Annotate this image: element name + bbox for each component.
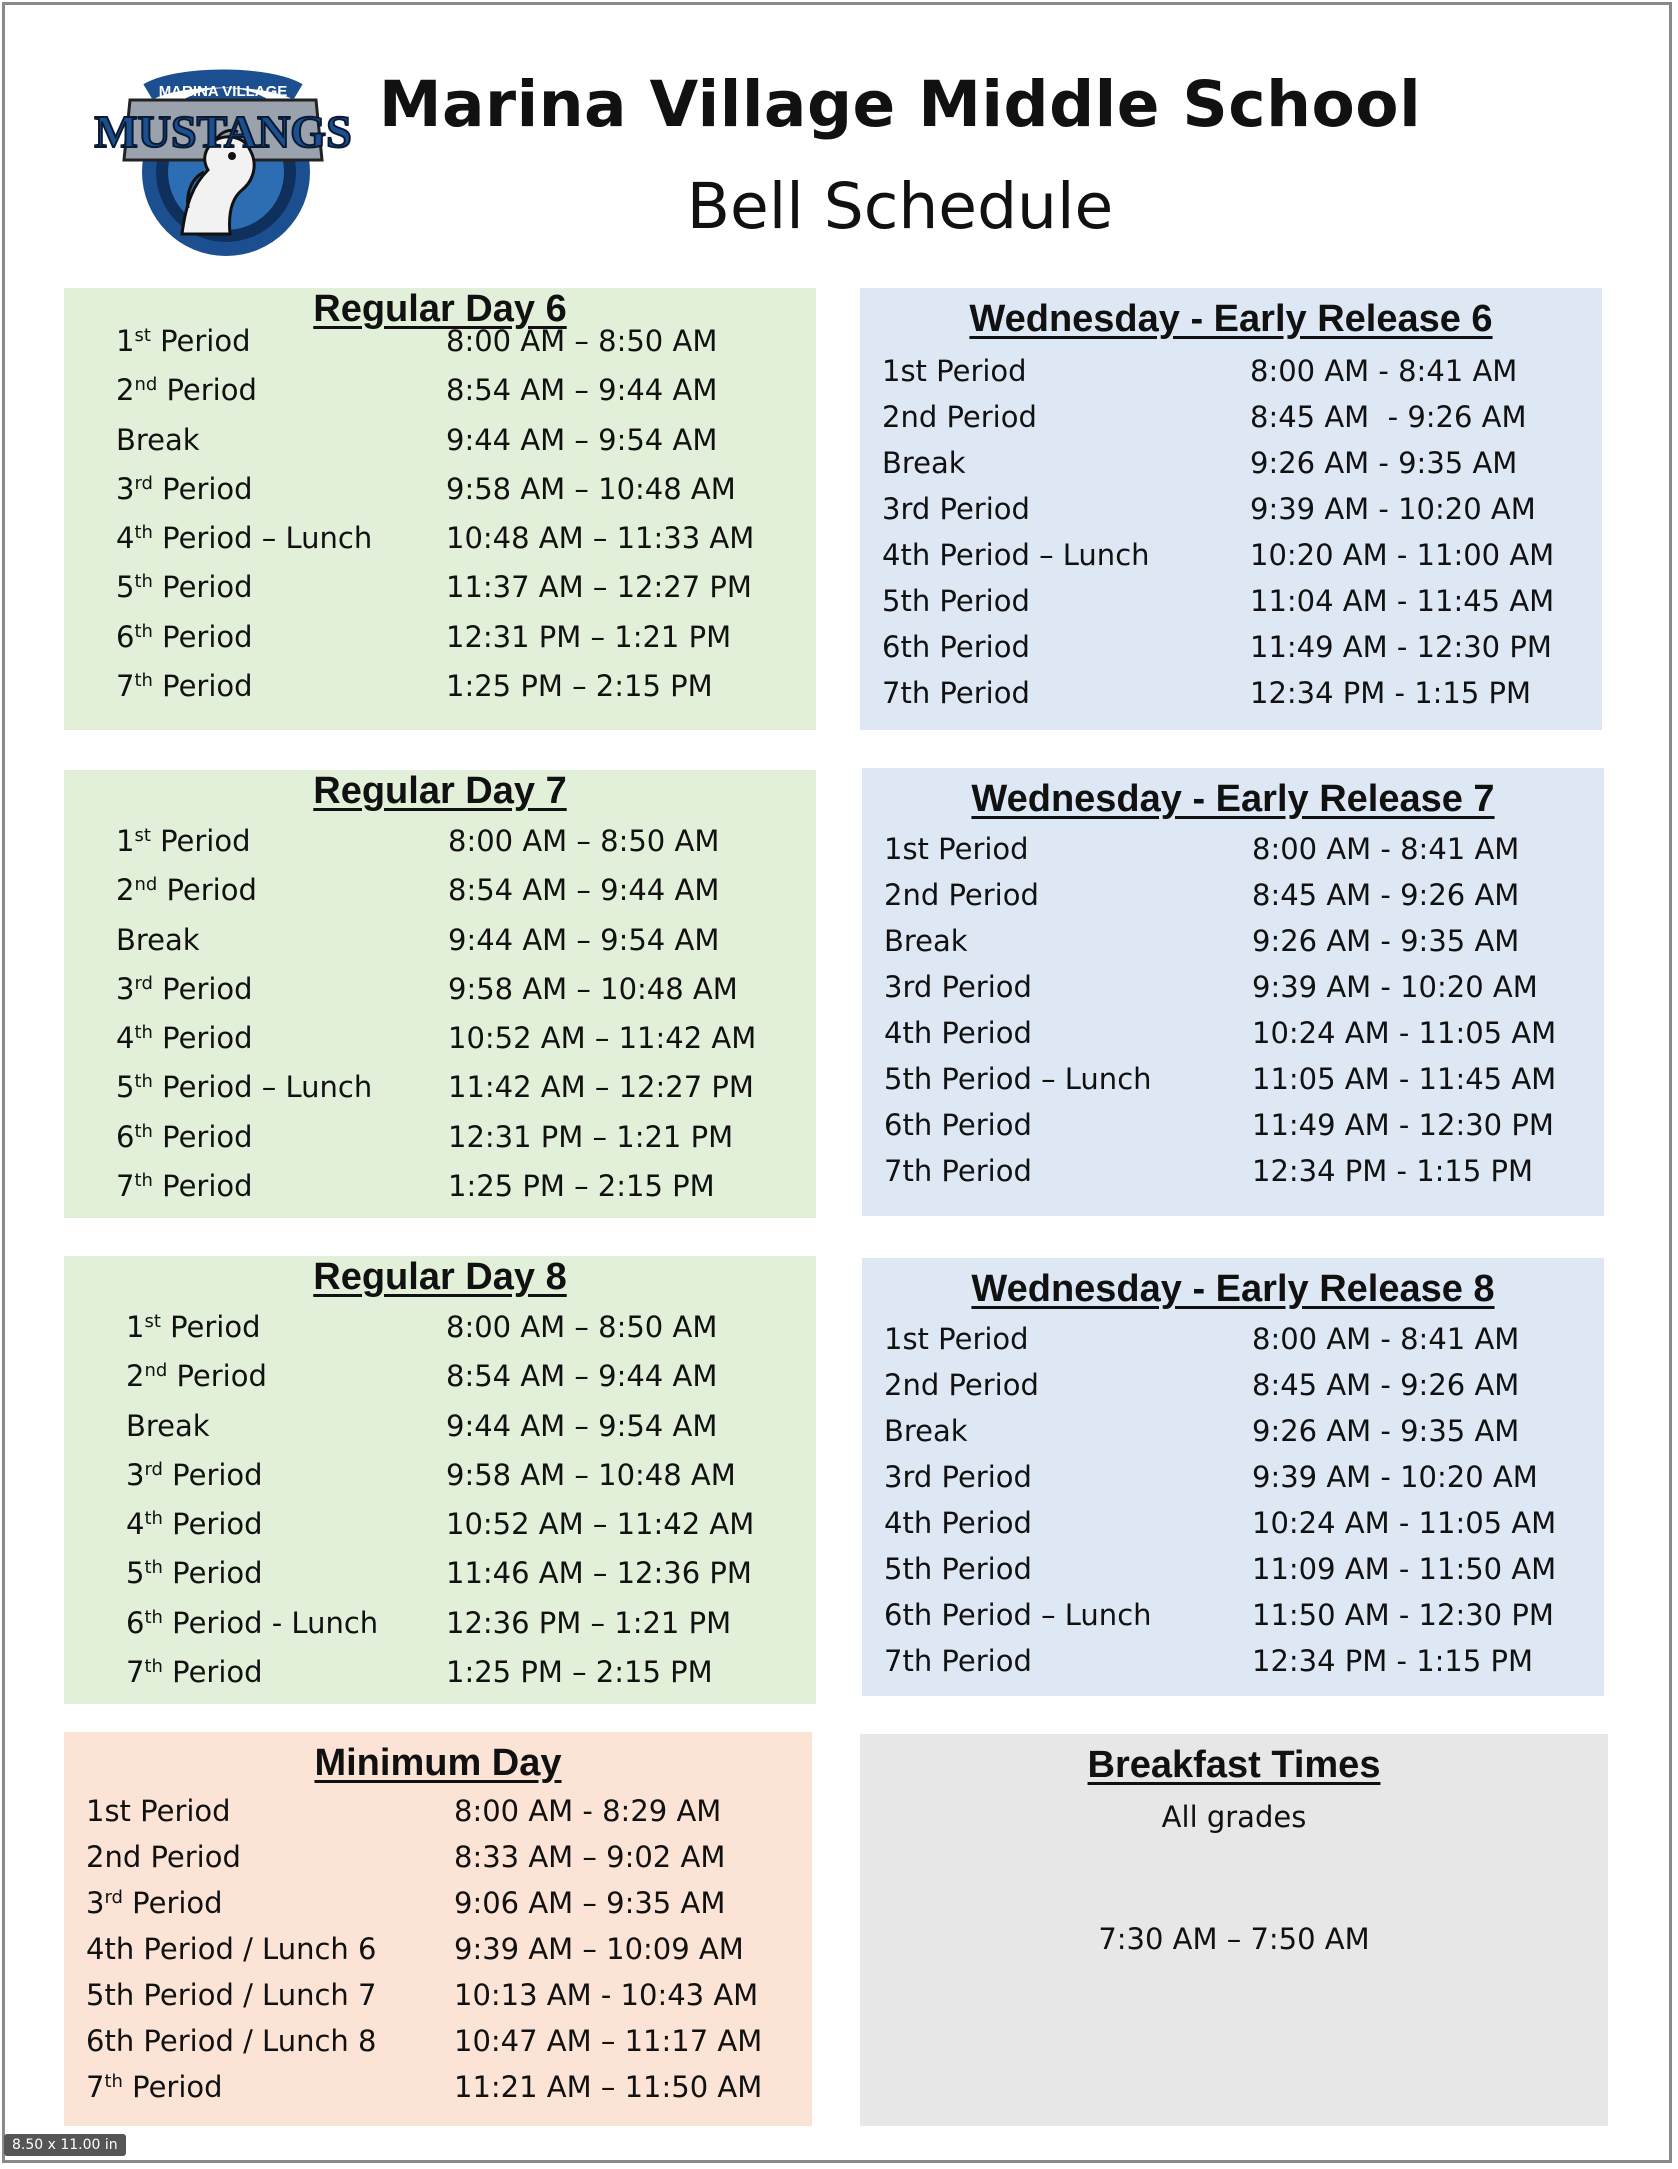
period-time: 11:49 AM - 12:30 PM — [1252, 1108, 1554, 1142]
schedule-row — [862, 1062, 1604, 1108]
period-label — [86, 1932, 376, 1966]
period-label-text: Period — [152, 971, 253, 1006]
schedule-row — [64, 1556, 816, 1605]
schedule-title: Wednesday - Early Release 7 — [971, 778, 1495, 820]
period-ordinal-suffix: th — [134, 1170, 153, 1192]
period-ordinal-suffix: th — [134, 1071, 153, 1093]
period-label — [86, 2024, 376, 2058]
period-number: 6th Period – Lunch — [884, 1598, 1152, 1632]
period-number: 5 — [116, 570, 135, 605]
period-number: 4th Period / Lunch 6 — [86, 1932, 377, 1966]
period-ordinal-suffix: th — [134, 620, 153, 642]
period-label — [116, 1120, 253, 1154]
period-label-text: Period — [162, 1556, 263, 1591]
period-time: 8:45 AM - 9:26 AM — [1252, 1368, 1520, 1402]
period-number: 5 — [116, 1070, 135, 1105]
period-ordinal-suffix: th — [144, 1508, 163, 1530]
period-label — [86, 2070, 223, 2104]
period-label — [884, 1506, 1032, 1540]
period-ordinal-suffix: th — [104, 2071, 123, 2093]
period-number: 3 — [126, 1457, 145, 1492]
schedule-row — [862, 1552, 1604, 1598]
period-time: 8:54 AM – 9:44 AM — [448, 873, 720, 908]
schedule-row — [64, 972, 816, 1021]
period-number: 5th Period — [884, 1552, 1032, 1586]
period-label — [116, 620, 253, 654]
schedule-rows — [862, 1322, 1604, 1690]
period-number: 2 — [126, 1359, 145, 1394]
period-time: 12:34 PM - 1:15 PM — [1252, 1154, 1534, 1188]
period-number: Break — [884, 924, 968, 958]
period-number: 3rd Period — [884, 970, 1032, 1004]
schedule-rows — [64, 1310, 816, 1704]
period-label — [884, 924, 968, 958]
period-number: 3rd Period — [884, 1460, 1032, 1494]
period-time: 11:05 AM - 11:45 AM — [1252, 1062, 1557, 1096]
schedule-row — [64, 824, 816, 873]
period-label-text: Period — [152, 471, 253, 506]
period-number: 3 — [116, 971, 135, 1006]
schedule-row — [862, 1506, 1604, 1552]
period-label-text: Period — [152, 1021, 253, 1056]
period-number: 2nd Period — [884, 878, 1039, 912]
schedule-title: Regular Day 6 — [313, 288, 567, 330]
schedule-row — [64, 1606, 816, 1655]
period-time: 9:58 AM – 10:48 AM — [446, 1457, 736, 1492]
schedule-row — [862, 1644, 1604, 1690]
period-number: 1 — [126, 1310, 145, 1344]
period-number: 4 — [116, 1021, 135, 1056]
schedule-row — [64, 1978, 812, 2024]
period-number: 4th Period — [884, 1506, 1032, 1540]
period-number: 2nd Period — [884, 1368, 1039, 1402]
period-time: 9:44 AM – 9:54 AM — [446, 422, 718, 457]
period-label — [116, 1070, 372, 1104]
period-label-text: Period - Lunch — [162, 1605, 379, 1640]
period-time: 9:44 AM – 9:54 AM — [448, 922, 720, 957]
period-label — [884, 1108, 1032, 1142]
period-label — [116, 873, 257, 907]
schedule-row — [64, 1507, 816, 1556]
period-label — [116, 669, 253, 703]
period-ordinal-suffix: th — [144, 1557, 163, 1579]
period-number: 2 — [116, 373, 135, 408]
period-number: 1st Period — [884, 1322, 1029, 1356]
period-ordinal-suffix: th — [134, 1022, 153, 1044]
schedule-row — [64, 669, 816, 718]
period-number: 4th Period – Lunch — [882, 538, 1150, 572]
schedule-row — [862, 1016, 1604, 1062]
schedule-row — [64, 1120, 816, 1169]
schedule-row — [64, 324, 816, 373]
schedule-row — [64, 1169, 816, 1218]
schedule-rows — [64, 1794, 812, 2116]
period-label — [86, 1978, 376, 2012]
period-label — [882, 446, 966, 480]
period-number: 5 — [126, 1556, 145, 1591]
period-number: 1 — [116, 324, 135, 358]
minimum-day-box — [64, 1732, 812, 2126]
wednesday-early-release-6-box — [860, 288, 1602, 730]
regular-day-8-box — [64, 1256, 816, 1704]
period-time: 10:13 AM - 10:43 AM — [454, 1978, 759, 2012]
period-number: 2 — [116, 873, 135, 908]
period-time: 8:54 AM – 9:44 AM — [446, 373, 718, 408]
schedule-row — [860, 584, 1602, 630]
period-ordinal-suffix: nd — [134, 374, 158, 396]
page-subtitle: Bell Schedule — [686, 170, 1114, 243]
period-time: 10:52 AM – 11:42 AM — [446, 1507, 755, 1542]
schedule-row — [862, 970, 1604, 1016]
schedule-row — [64, 1794, 812, 1840]
period-label — [884, 832, 1029, 866]
period-ordinal-suffix: th — [134, 571, 153, 593]
period-label — [884, 1552, 1032, 1586]
period-ordinal-suffix: rd — [104, 1887, 123, 1909]
schedule-rows — [64, 324, 816, 718]
period-time: 9:06 AM – 9:35 AM — [454, 1886, 726, 1920]
schedule-row — [862, 1368, 1604, 1414]
period-label — [116, 521, 372, 555]
period-number: Break — [116, 422, 200, 457]
period-time: 8:33 AM – 9:02 AM — [454, 1840, 726, 1874]
period-time: 11:04 AM - 11:45 AM — [1250, 584, 1555, 618]
period-label — [116, 472, 253, 506]
period-label — [116, 972, 253, 1006]
regular-day-6-box — [64, 288, 816, 730]
period-label-text: Period — [152, 570, 253, 605]
period-label — [882, 676, 1030, 710]
period-label-text: Period – Lunch — [152, 521, 373, 556]
schedule-row — [64, 472, 816, 521]
period-label-text: Period — [152, 669, 253, 704]
period-label-text: Period — [167, 1359, 267, 1394]
schedule-row — [64, 423, 816, 472]
period-label — [882, 584, 1030, 618]
period-time: 9:39 AM – 10:09 AM — [454, 1932, 744, 1966]
period-time: 8:54 AM – 9:44 AM — [446, 1359, 718, 1394]
period-label-text: Period — [157, 873, 257, 908]
period-label-text: Period — [160, 1310, 261, 1344]
period-time: 9:26 AM - 9:35 AM — [1252, 1414, 1520, 1448]
period-label — [884, 1322, 1029, 1356]
schedule-row — [64, 1886, 812, 1932]
period-number: 1st Period — [882, 354, 1027, 388]
schedule-title: Regular Day 8 — [313, 1256, 567, 1298]
schedule-row — [64, 1458, 816, 1507]
period-number: 7 — [116, 669, 135, 704]
page-size-badge: 8.50 x 11.00 in — [4, 2134, 126, 2156]
schedule-row — [64, 1359, 816, 1408]
period-time: 11:09 AM - 11:50 AM — [1252, 1552, 1557, 1586]
schedule-row — [64, 1932, 812, 1978]
period-label-text: Period — [152, 619, 253, 654]
period-number: 7 — [126, 1655, 145, 1690]
period-time: 9:39 AM - 10:20 AM — [1252, 970, 1538, 1004]
period-label — [884, 1062, 1152, 1096]
schedule-row — [64, 2070, 812, 2116]
period-time: 9:26 AM - 9:35 AM — [1252, 924, 1520, 958]
period-ordinal-suffix: rd — [134, 473, 153, 495]
schedule-row — [64, 1409, 816, 1458]
period-label-text: Period — [162, 1655, 263, 1690]
period-time: 10:24 AM - 11:05 AM — [1252, 1016, 1557, 1050]
schedule-row — [64, 2024, 812, 2070]
period-time: 12:34 PM - 1:15 PM — [1250, 676, 1532, 710]
period-number: 1st Period — [86, 1794, 231, 1828]
school-logo — [94, 52, 352, 262]
schedule-row — [862, 924, 1604, 970]
logo-main-text: MUSTANGS — [94, 106, 352, 157]
period-time: 12:36 PM – 1:21 PM — [446, 1605, 732, 1640]
period-label — [882, 354, 1027, 388]
period-ordinal-suffix: st — [144, 1311, 161, 1333]
period-number: Break — [884, 1414, 968, 1448]
period-ordinal-suffix: th — [134, 522, 153, 544]
period-label-text: Period — [150, 324, 251, 358]
schedule-row — [862, 1598, 1604, 1644]
period-time: 10:52 AM – 11:42 AM — [448, 1021, 757, 1056]
period-time: 11:21 AM – 11:50 AM — [454, 2070, 763, 2104]
period-ordinal-suffix: th — [134, 670, 153, 692]
period-label-text: Period – Lunch — [152, 1070, 373, 1105]
period-number: 6th Period — [884, 1108, 1032, 1142]
period-number: 7th Period — [884, 1154, 1032, 1188]
period-time: 10:47 AM – 11:17 AM — [454, 2024, 763, 2058]
breakfast-title: Breakfast Times — [1087, 1744, 1381, 1786]
period-number: 5th Period – Lunch — [884, 1062, 1152, 1096]
schedule-row — [64, 873, 816, 922]
period-number: 3 — [116, 471, 135, 506]
period-number: 6 — [116, 1119, 135, 1154]
period-label — [126, 1409, 210, 1443]
period-label — [882, 492, 1030, 526]
period-time: 12:31 PM – 1:21 PM — [446, 619, 732, 654]
schedule-title: Wednesday - Early Release 8 — [971, 1268, 1495, 1310]
period-ordinal-suffix: st — [134, 825, 151, 847]
period-time: 8:00 AM – 8:50 AM — [446, 1310, 718, 1344]
schedule-row — [64, 1840, 812, 1886]
period-label — [126, 1458, 263, 1492]
period-time: 12:31 PM – 1:21 PM — [448, 1119, 734, 1154]
period-number: 7 — [86, 2070, 105, 2104]
period-time: 9:39 AM - 10:20 AM — [1252, 1460, 1538, 1494]
breakfast-times-box — [860, 1734, 1608, 2126]
period-number: 7 — [116, 1169, 135, 1204]
schedule-rows — [862, 832, 1604, 1200]
schedule-row — [64, 570, 816, 619]
period-label — [116, 423, 200, 457]
period-label-text: Period — [152, 1119, 253, 1154]
period-label — [116, 824, 251, 858]
schedule-title: Minimum Day — [314, 1742, 562, 1784]
period-label — [884, 1598, 1152, 1632]
period-label — [884, 1460, 1032, 1494]
period-label — [86, 1794, 231, 1828]
period-number: 4 — [116, 521, 135, 556]
schedule-title: Regular Day 7 — [313, 770, 567, 812]
schedule-row — [860, 630, 1602, 676]
schedule-row — [64, 1310, 816, 1359]
period-ordinal-suffix: th — [144, 1656, 163, 1678]
period-time: 10:24 AM - 11:05 AM — [1252, 1506, 1557, 1540]
period-label — [126, 1507, 263, 1541]
period-number: 6 — [116, 619, 135, 654]
period-ordinal-suffix: rd — [144, 1459, 163, 1481]
period-label — [882, 630, 1030, 664]
schedule-rows — [64, 824, 816, 1218]
period-time: 11:37 AM – 12:27 PM — [446, 570, 752, 605]
period-number: 4th Period — [884, 1016, 1032, 1050]
schedule-row — [64, 620, 816, 669]
period-label — [116, 570, 253, 604]
period-time: 9:58 AM – 10:48 AM — [448, 971, 738, 1006]
period-number: 7th Period — [884, 1644, 1032, 1678]
period-label — [884, 970, 1032, 1004]
schedule-row — [860, 400, 1602, 446]
period-time: 8:00 AM - 8:29 AM — [454, 1794, 722, 1828]
period-number: 3 — [86, 1886, 105, 1920]
period-label-text: Period — [162, 1507, 263, 1542]
period-ordinal-suffix: rd — [134, 973, 153, 995]
period-time: 8:45 AM - 9:26 AM — [1252, 878, 1520, 912]
period-number: 6 — [126, 1605, 145, 1640]
period-label — [884, 1414, 968, 1448]
period-label — [126, 1310, 261, 1344]
period-number: 4 — [126, 1507, 145, 1542]
schedule-row — [64, 1021, 816, 1070]
period-number: Break — [126, 1408, 210, 1443]
period-time: 8:00 AM - 8:41 AM — [1252, 1322, 1520, 1356]
period-time: 11:42 AM – 12:27 PM — [448, 1070, 754, 1105]
period-time: 10:48 AM – 11:33 AM — [446, 521, 755, 556]
period-time: 8:00 AM – 8:50 AM — [446, 324, 718, 358]
period-label — [126, 1655, 263, 1689]
schedule-row — [862, 1108, 1604, 1154]
schedule-row — [64, 923, 816, 972]
period-number: 2nd Period — [86, 1840, 241, 1874]
schedule-row — [64, 373, 816, 422]
period-number: 5th Period / Lunch 7 — [86, 1978, 377, 2012]
period-label-text: Period — [162, 1457, 263, 1492]
period-number: 5th Period — [882, 584, 1030, 618]
period-ordinal-suffix: st — [134, 325, 151, 347]
period-time: 1:25 PM – 2:15 PM — [448, 1169, 715, 1204]
period-time: 9:39 AM - 10:20 AM — [1250, 492, 1536, 526]
period-ordinal-suffix: nd — [134, 874, 158, 896]
period-time: 11:50 AM - 12:30 PM — [1252, 1598, 1554, 1632]
period-number: 7th Period — [882, 676, 1030, 710]
period-time: 8:45 AM - 9:26 AM — [1250, 400, 1527, 434]
schedule-rows — [860, 354, 1602, 722]
period-label — [116, 1169, 253, 1203]
period-label — [86, 1840, 241, 1874]
period-number: Break — [116, 922, 200, 957]
period-label — [116, 373, 257, 407]
period-time: 8:00 AM - 8:41 AM — [1250, 354, 1518, 388]
period-number: 6th Period — [882, 630, 1030, 664]
schedule-row — [862, 1460, 1604, 1506]
period-time: 11:46 AM – 12:36 PM — [446, 1556, 752, 1591]
schedule-row — [860, 538, 1602, 584]
period-time: 11:49 AM - 12:30 PM — [1250, 630, 1552, 664]
schedule-row — [860, 676, 1602, 722]
period-label — [882, 400, 1037, 434]
schedule-row — [862, 1322, 1604, 1368]
period-time: 8:00 AM - 8:41 AM — [1252, 832, 1520, 866]
schedule-row — [860, 446, 1602, 492]
period-number: 2nd Period — [882, 400, 1037, 434]
regular-day-7-box — [64, 770, 816, 1218]
period-time: 1:25 PM – 2:15 PM — [446, 669, 713, 704]
wednesday-early-release-7-box — [862, 768, 1604, 1216]
period-ordinal-suffix: th — [134, 1120, 153, 1142]
period-number: Break — [882, 446, 966, 480]
period-label — [884, 878, 1039, 912]
period-label — [884, 1154, 1032, 1188]
schedule-row — [860, 492, 1602, 538]
schedule-row — [64, 521, 816, 570]
period-number: 1 — [116, 824, 135, 858]
period-label — [884, 1644, 1032, 1678]
schedule-row — [64, 1070, 816, 1119]
period-label-text: Period — [152, 1169, 253, 1204]
period-label — [882, 538, 1150, 572]
schedule-row — [862, 878, 1604, 924]
period-time: 9:58 AM – 10:48 AM — [446, 471, 736, 506]
breakfast-subtitle: All grades — [1161, 1800, 1307, 1834]
schedule-row — [64, 1655, 816, 1704]
period-label-text: Period — [122, 1886, 223, 1920]
period-label — [86, 1886, 223, 1920]
period-label — [116, 923, 200, 957]
period-time: 12:34 PM - 1:15 PM — [1252, 1644, 1534, 1678]
schedule-title: Wednesday - Early Release 6 — [969, 298, 1493, 340]
period-time: 10:20 AM - 11:00 AM — [1250, 538, 1555, 572]
period-label-text: Period — [150, 824, 251, 858]
period-number: 6th Period / Lunch 8 — [86, 2024, 377, 2058]
period-ordinal-suffix: nd — [144, 1360, 168, 1382]
period-label-text: Period — [157, 373, 257, 408]
schedule-row — [860, 354, 1602, 400]
period-number: 3rd Period — [882, 492, 1030, 526]
period-label — [126, 1556, 263, 1590]
period-label — [884, 1368, 1039, 1402]
period-label — [116, 1021, 253, 1055]
schedule-row — [862, 1154, 1604, 1200]
period-ordinal-suffix: th — [144, 1606, 163, 1628]
period-label — [126, 1606, 378, 1640]
period-time: 1:25 PM – 2:15 PM — [446, 1655, 713, 1690]
period-label — [116, 324, 251, 358]
schedule-row — [862, 832, 1604, 878]
period-label-text: Period — [122, 2070, 223, 2104]
breakfast-time: 7:30 AM – 7:50 AM — [1098, 1922, 1370, 1956]
period-number: 1st Period — [884, 832, 1029, 866]
period-time: 9:44 AM – 9:54 AM — [446, 1408, 718, 1443]
wednesday-early-release-8-box — [862, 1258, 1604, 1696]
period-label — [884, 1016, 1032, 1050]
period-label — [126, 1359, 267, 1393]
schedule-row — [862, 1414, 1604, 1460]
logo-top-text: MARINA VILLAGE — [158, 83, 288, 100]
period-time: 9:26 AM - 9:35 AM — [1250, 446, 1518, 480]
page-title: Marina Village Middle School — [378, 68, 1422, 141]
period-time: 8:00 AM – 8:50 AM — [448, 824, 720, 858]
